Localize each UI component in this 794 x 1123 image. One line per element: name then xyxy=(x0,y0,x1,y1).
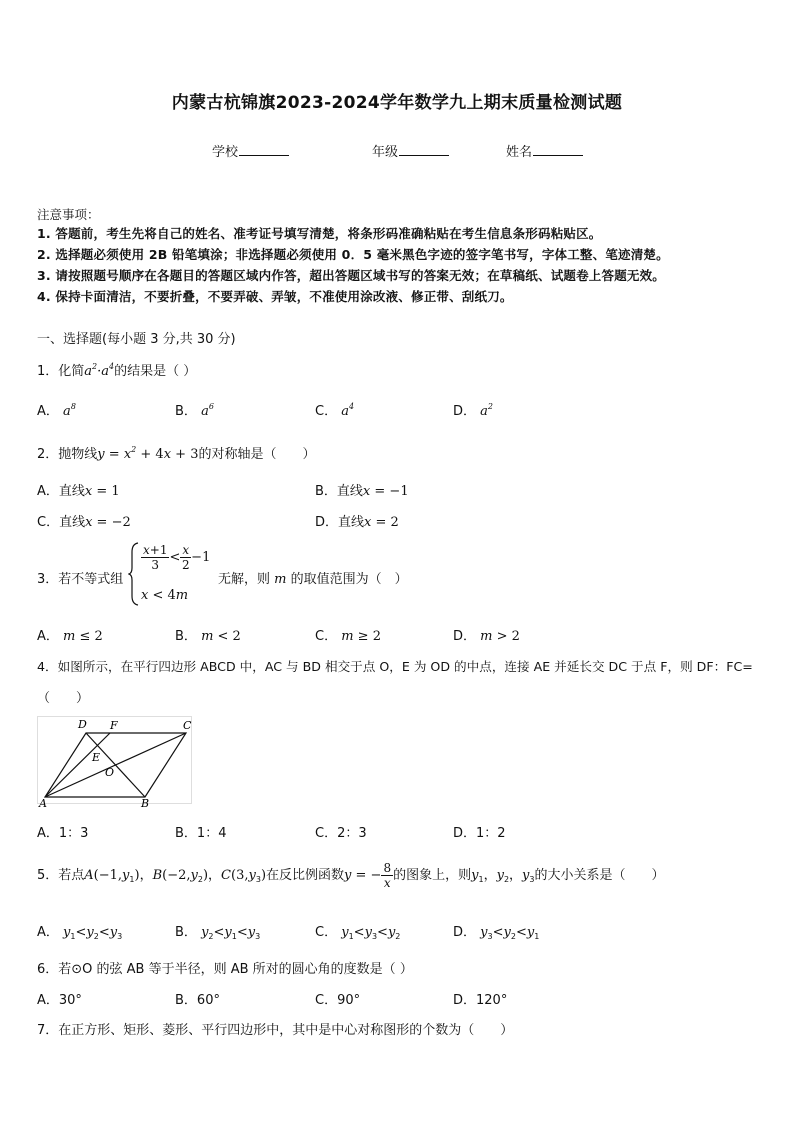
question-1-prefix: 1．化简 xyxy=(37,364,85,379)
question-2-prefix: 2．抛物线 xyxy=(37,447,98,462)
inequality-1: $\frac{x+1}{3}$ < $\frac{x}{2}$ −1 xyxy=(143,543,211,572)
q5-option-a[interactable]: A． $y_1<y_2<y_3$ xyxy=(37,925,123,941)
q6-option-b[interactable]: B．60° xyxy=(175,993,220,1008)
question-4-text: 4．如图所示，在平行四边形 ABCD 中，AC 与 BD 相交于点 O，E 为 OD 的中点，连接 AE 并延长交 DC 于点 F，则 DF：FC= xyxy=(37,659,753,674)
q1-option-b[interactable]: B． $a^6$ xyxy=(175,402,214,419)
question-3-suffix: 无解，则 m 的取值范围为（ ） xyxy=(218,572,408,587)
q3-option-b[interactable]: B． m < 2 xyxy=(175,629,241,644)
inequality-2: x < 4m xyxy=(141,588,189,603)
question-6-text: 6．若⊙O 的弦 AB 等于半径，则 AB 所对的圆心角的度数是（ ） xyxy=(37,962,413,977)
q2-option-c[interactable]: C．直线x = −2 xyxy=(37,515,131,530)
q2-option-d[interactable]: D．直线x = 2 xyxy=(315,515,399,530)
brace-icon xyxy=(128,542,140,606)
grade-field xyxy=(372,141,449,160)
name-blank[interactable] xyxy=(533,143,583,156)
q6-option-a[interactable]: A．30° xyxy=(37,993,82,1008)
figure-label-o: O xyxy=(105,766,115,779)
notes-heading: 注意事项： xyxy=(37,207,100,222)
figure-label-a: A xyxy=(39,797,47,808)
q3-option-c[interactable]: C． m ≥ 2 xyxy=(315,629,381,644)
question-4-text-2: （ ） xyxy=(37,691,90,706)
school-blank[interactable] xyxy=(239,143,289,156)
figure-label-d: D xyxy=(78,718,87,731)
question-2-suffix: 的对称轴是（ ） xyxy=(198,447,316,462)
figure-label-b: B xyxy=(141,797,150,808)
note-item: 1. 答题前，考生先将自己的姓名、准考证号填写清楚，将条形码准确粘贴在考生信息条形码粘贴区。 xyxy=(37,226,602,241)
school-label: 学校 xyxy=(212,145,239,160)
q5-option-d[interactable]: D． $y_3<y_2<y_1$ xyxy=(453,925,540,941)
math-expr: y xyxy=(97,447,105,462)
question-3-prefix: 3．若不等式组 xyxy=(37,572,124,587)
name-field xyxy=(506,141,583,160)
note-item: 2. 选择题必须使用 2B 铅笔填涂；非选择题必须使用 0．5 毫米黑色字迹的签字笔书写，字体工整、笔迹清楚。 xyxy=(37,247,669,262)
question-1-suffix: 的结果是（ ） xyxy=(114,364,197,379)
q3-option-a[interactable]: A． m ≤ 2 xyxy=(37,629,103,644)
figure-label-c: C xyxy=(183,719,192,732)
figure-label-e: E xyxy=(92,751,101,764)
q6-option-c[interactable]: C．90° xyxy=(315,993,361,1008)
q1-option-c[interactable]: C． $a^4$ xyxy=(315,402,355,419)
q4-option-d[interactable]: D．1：2 xyxy=(453,826,506,841)
q6-option-d[interactable]: D．120° xyxy=(453,993,508,1008)
q2-option-a[interactable]: A．直线x = 1 xyxy=(37,484,120,499)
school-field xyxy=(212,141,289,160)
q4-option-b[interactable]: B．1：4 xyxy=(175,826,227,841)
name-label: 姓名 xyxy=(506,145,533,160)
question-5: 5．若点$A(-1,y_1)$，$B(-2,y_2)$，$C(3,y_3)$在反比例函数y = − $\frac{8}{x}$ 的图象上，则$y_1$，$y_2$，$y_3$的大小关系是（ ） xyxy=(37,861,665,890)
grade-blank[interactable] xyxy=(399,143,449,156)
question-7-text: 7．在正方形、矩形、菱形、平行四边形中，其中是中心对称图形的个数为（ ） xyxy=(37,1023,514,1038)
q5-option-c[interactable]: C． $y_1<y_3<y_2$ xyxy=(315,925,401,941)
figure-label-f: F xyxy=(110,719,118,732)
math-expr: $a^2\cdot a^4$ xyxy=(84,362,115,379)
parallelogram-figure xyxy=(37,716,197,808)
q5-option-b[interactable]: B． $y_2<y_1<y_3$ xyxy=(175,925,261,941)
note-item: 3. 请按照题号顺序在各题目的答题区域内作答，超出答题区域书写的答案无效；在草稿纸、试题卷上答题无效。 xyxy=(37,268,665,283)
grade-label: 年级 xyxy=(372,145,399,160)
question-2: 2．抛物线$y = x^2 + 4x + 3$的对称轴是（ ） xyxy=(37,445,316,462)
note-item: 4. 保持卡面清洁，不要折叠，不要弄破、弄皱，不准使用涂改液、修正带、刮纸刀。 xyxy=(37,289,513,304)
q4-option-c[interactable]: C．2：3 xyxy=(315,826,367,841)
section-title: 一、选择题(每小题 3 分,共 30 分) xyxy=(37,332,236,347)
q2-option-b[interactable]: B．直线x = −1 xyxy=(315,484,409,499)
q4-option-a[interactable]: A．1：3 xyxy=(37,826,89,841)
page-title: 内蒙古杭锦旗2023-2024学年数学九上期末质量检测试题 xyxy=(171,93,623,113)
q1-option-d[interactable]: D． $a^2$ xyxy=(453,402,494,419)
question-1 xyxy=(37,360,196,379)
q1-option-a[interactable]: A． $a^8$ xyxy=(37,402,76,419)
q3-option-d[interactable]: D． m > 2 xyxy=(453,629,520,644)
